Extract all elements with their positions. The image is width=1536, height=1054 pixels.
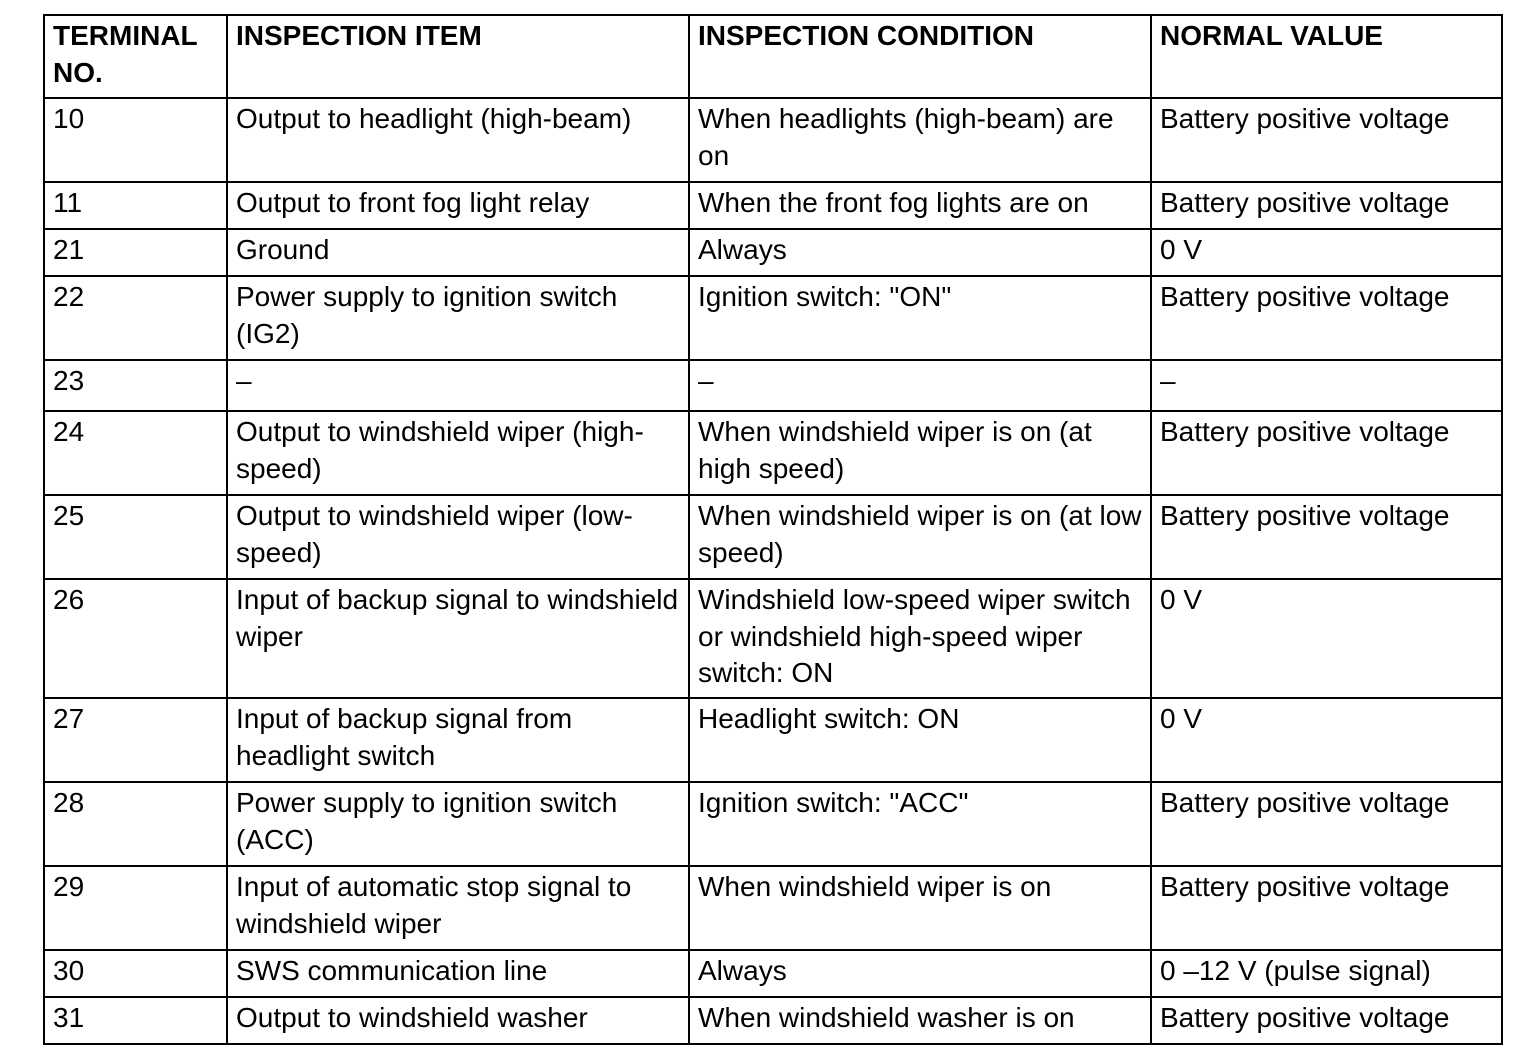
value-cell: Battery positive voltage (1151, 997, 1502, 1044)
item-cell: Power supply to ignition switch (IG2) (227, 276, 689, 360)
value-cell: Battery positive voltage (1151, 782, 1502, 866)
table-row (44, 579, 1502, 698)
terminal-cell: 23 (44, 360, 227, 411)
header-normal-value: NORMAL VALUE (1151, 15, 1502, 98)
table-row (44, 360, 1502, 411)
table-row (44, 182, 1502, 229)
condition-cell: Ignition switch: "ON" (689, 276, 1151, 360)
table-row (44, 950, 1502, 997)
value-cell: Battery positive voltage (1151, 866, 1502, 950)
inspection-table (43, 14, 1503, 1045)
terminal-cell: 22 (44, 276, 227, 360)
table-row (44, 495, 1502, 579)
header-inspection-condition: INSPECTION CONDITION (689, 15, 1151, 98)
header-terminal-no: TERMINAL NO. (44, 15, 227, 98)
terminal-cell: 31 (44, 997, 227, 1044)
terminal-cell: 21 (44, 229, 227, 276)
condition-cell: When windshield wiper is on (at high speed) (689, 411, 1151, 495)
condition-cell: When windshield washer is on (689, 997, 1151, 1044)
terminal-cell: 26 (44, 579, 227, 698)
condition-cell: Ignition switch: "ACC" (689, 782, 1151, 866)
terminal-cell: 11 (44, 182, 227, 229)
condition-cell: When headlights (high-beam) are on (689, 98, 1151, 182)
table-row (44, 276, 1502, 360)
condition-cell: When windshield wiper is on (at low speed) (689, 495, 1151, 579)
value-cell: – (1151, 360, 1502, 411)
table-row (44, 98, 1502, 182)
item-cell: Output to windshield wiper (low-speed) (227, 495, 689, 579)
table-header-row (44, 15, 1502, 98)
value-cell: Battery positive voltage (1151, 411, 1502, 495)
value-cell: 0 V (1151, 579, 1502, 698)
terminal-cell: 28 (44, 782, 227, 866)
table-row (44, 411, 1502, 495)
condition-cell: Always (689, 229, 1151, 276)
table-row (44, 782, 1502, 866)
item-cell: – (227, 360, 689, 411)
item-cell: Input of backup signal to windshield wiper (227, 579, 689, 698)
terminal-cell: 30 (44, 950, 227, 997)
value-cell: Battery positive voltage (1151, 98, 1502, 182)
terminal-cell: 24 (44, 411, 227, 495)
condition-cell: When the front fog lights are on (689, 182, 1151, 229)
table-row (44, 866, 1502, 950)
value-cell: 0 V (1151, 698, 1502, 782)
item-cell: Ground (227, 229, 689, 276)
condition-cell: When windshield wiper is on (689, 866, 1151, 950)
value-cell: 0 V (1151, 229, 1502, 276)
value-cell: Battery positive voltage (1151, 182, 1502, 229)
table-row (44, 698, 1502, 782)
table-row (44, 229, 1502, 276)
item-cell: Power supply to ignition switch (ACC) (227, 782, 689, 866)
table-row (44, 997, 1502, 1044)
item-cell: Input of backup signal from headlight switch (227, 698, 689, 782)
condition-cell: Windshield low-speed wiper switch or windshield high-speed wiper switch: ON (689, 579, 1151, 698)
item-cell: SWS communication line (227, 950, 689, 997)
value-cell: Battery positive voltage (1151, 276, 1502, 360)
header-inspection-item: INSPECTION ITEM (227, 15, 689, 98)
terminal-cell: 27 (44, 698, 227, 782)
item-cell: Output to front fog light relay (227, 182, 689, 229)
condition-cell: Headlight switch: ON (689, 698, 1151, 782)
terminal-cell: 25 (44, 495, 227, 579)
item-cell: Output to windshield washer (227, 997, 689, 1044)
item-cell: Output to headlight (high-beam) (227, 98, 689, 182)
terminal-cell: 29 (44, 866, 227, 950)
item-cell: Output to windshield wiper (high-speed) (227, 411, 689, 495)
terminal-cell: 10 (44, 98, 227, 182)
condition-cell: Always (689, 950, 1151, 997)
condition-cell: – (689, 360, 1151, 411)
item-cell: Input of automatic stop signal to windshield wiper (227, 866, 689, 950)
value-cell: 0 –12 V (pulse signal) (1151, 950, 1502, 997)
value-cell: Battery positive voltage (1151, 495, 1502, 579)
